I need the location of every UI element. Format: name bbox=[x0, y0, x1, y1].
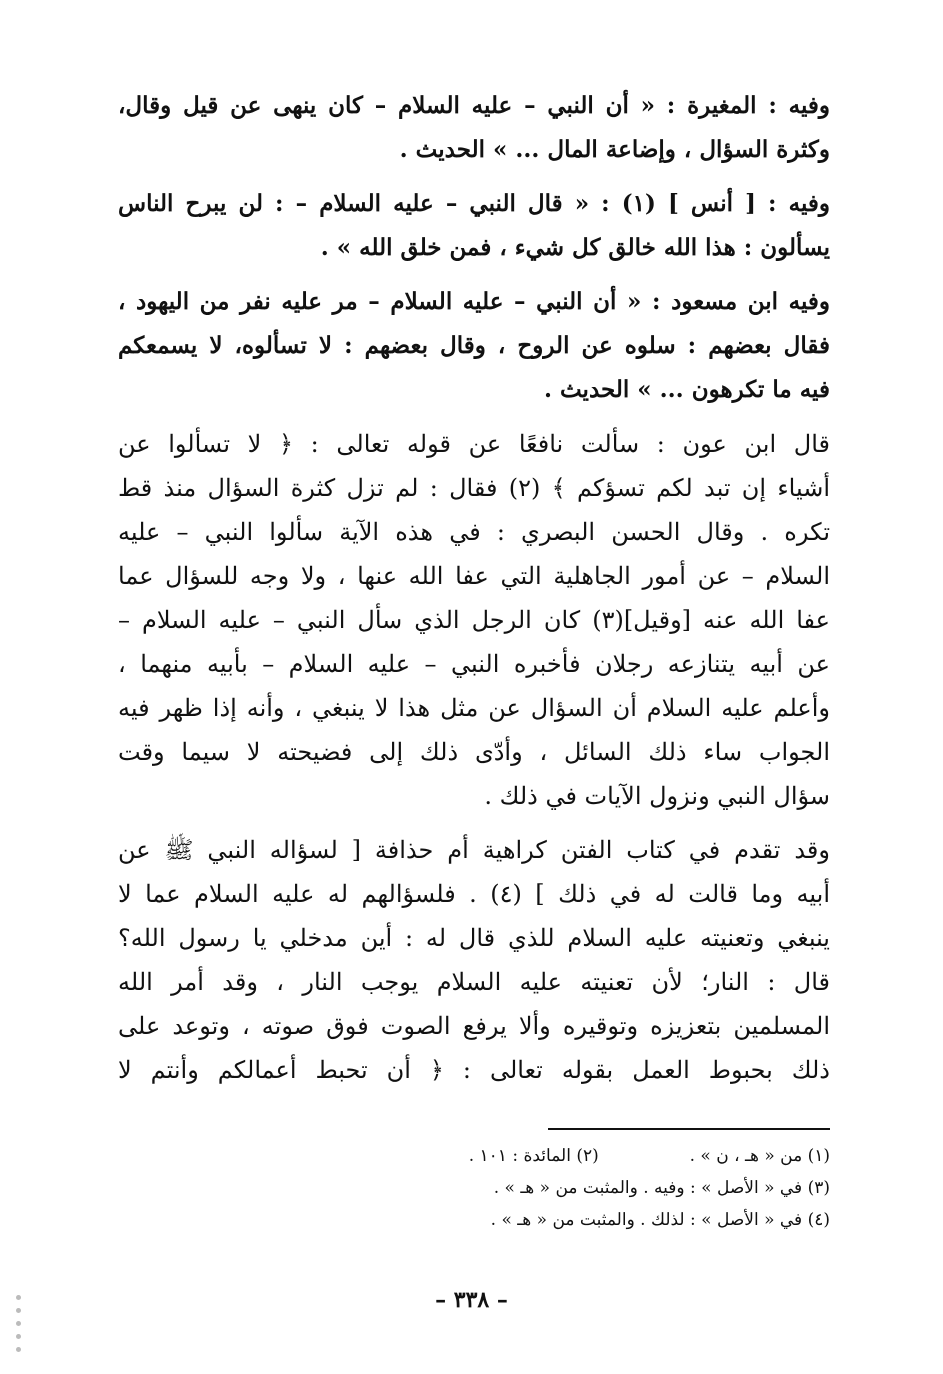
page-number: – ٣٣٨ – bbox=[435, 1287, 508, 1313]
paragraph-fitan-reference bbox=[118, 828, 830, 1092]
text-line: أبيه وما قالت له في ذلك ] (٤) . فلسؤالهم له عليه السلام عما لا bbox=[118, 880, 830, 908]
text-line: أشياء إن تبد لكم تسؤكم ﴾ (٢) فقال : لم تزل كثرة السؤال منذ قط bbox=[118, 474, 830, 502]
text-line: فقال بعضهم : سلوه عن الروح ، وقال بعضهم : لا تسألوه، لا يسمعكم bbox=[118, 332, 830, 359]
footnote-row bbox=[118, 1140, 830, 1172]
footnote-3: (٣) في « الأصل » : وفيه . والمثبت من « هـ » . bbox=[493, 1178, 830, 1198]
footnotes bbox=[118, 1140, 830, 1236]
scan-dot bbox=[16, 1295, 21, 1300]
text-line: وفيه : المغيرة : « أن النبي – عليه السلام – كان ينهى عن قيل وقال، bbox=[118, 92, 830, 119]
scan-margin-marks bbox=[8, 1295, 30, 1365]
scan-dot bbox=[16, 1321, 21, 1326]
text-line: وقد تقدم في كتاب الفتن كراهية أم حذافة [ لسؤاله النبي ﷺ عن bbox=[118, 836, 830, 864]
text-line: الجواب ساء ذلك السائل ، وأدّى ذلك إلى فضيحته لا سيما وقت bbox=[118, 738, 830, 766]
paragraph-ibn-masud-hadith bbox=[118, 280, 830, 412]
footnote-4: (٤) في « الأصل » : لذلك . والمثبت من « هـ » . bbox=[490, 1210, 830, 1230]
text-line: وفيه : [ أنس ] (١) : « قال النبي – عليه السلام – : لن يبرح الناس bbox=[118, 190, 830, 217]
text-line: السلام – عن أمور الجاهلية التي عفا الله عنها ، ولا وجه للسؤال عما bbox=[118, 562, 830, 590]
text-line: فيه ما تكرهون ... » الحديث . bbox=[543, 376, 830, 403]
text-line: وأعلم عليه السلام أن السؤال عن مثل هذا لا ينبغي ، وأنه إذا ظهر فيه bbox=[118, 694, 830, 722]
text-line: المسلمين بتعزيزه وتوقيره وألا يرفع الصوت فوق صوته ، وتوعد على bbox=[118, 1012, 830, 1040]
text-line: عن أبيه يتنازعه رجلان فأخبره النبي – عليه السلام – بأبيه منهما ، bbox=[118, 650, 830, 678]
paragraph-anas-hadith bbox=[118, 182, 830, 270]
paragraph-mughira-hadith bbox=[118, 84, 830, 172]
text-line: قال ابن عون : سألت نافعًا عن قوله تعالى : ﴿ لا تسألوا عن bbox=[118, 430, 830, 458]
text-line: قال : النار؛ لأن تعنيته عليه السلام يوجب النار ، وقد أمر الله bbox=[118, 968, 830, 996]
footnote-2: (٢) المائدة : ١٠١ . bbox=[468, 1146, 599, 1166]
footnote-1: (١) من « هـ ، ن » . bbox=[689, 1146, 830, 1166]
text-line: ينبغي وتعنيته عليه السلام للذي قال له : أين مدخلي يا رسول الله؟ bbox=[118, 924, 830, 952]
text-line: يسألون : هذا الله خالق كل شيء ، فمن خلق الله » . bbox=[320, 234, 830, 261]
paragraph-ibn-awn-commentary bbox=[118, 422, 830, 818]
text-line: سؤال النبي ونزول الآيات في ذلك . bbox=[484, 782, 830, 810]
scan-dot bbox=[16, 1347, 21, 1352]
scan-dot bbox=[16, 1308, 21, 1313]
text-line: وفيه ابن مسعود : « أن النبي – عليه السلام – مر عليه نفر من اليهود ، bbox=[118, 288, 830, 315]
text-line: ذلك بحبوط العمل بقوله تعالى : ﴿ أن تحبط أعمالكم وأنتم لا bbox=[118, 1056, 830, 1084]
footnote-separator bbox=[548, 1128, 830, 1130]
text-line: تكره . وقال الحسن البصري : في هذه الآية سألوا النبي – عليه bbox=[118, 518, 830, 546]
text-line: وكثرة السؤال ، وإضاعة المال ... » الحديث . bbox=[399, 136, 830, 163]
scan-dot bbox=[16, 1334, 21, 1339]
text-line: عفا الله عنه [وقيل](٣) كان الرجل الذي سأل النبي – عليه السلام – bbox=[118, 606, 830, 634]
main-text bbox=[118, 84, 830, 1102]
